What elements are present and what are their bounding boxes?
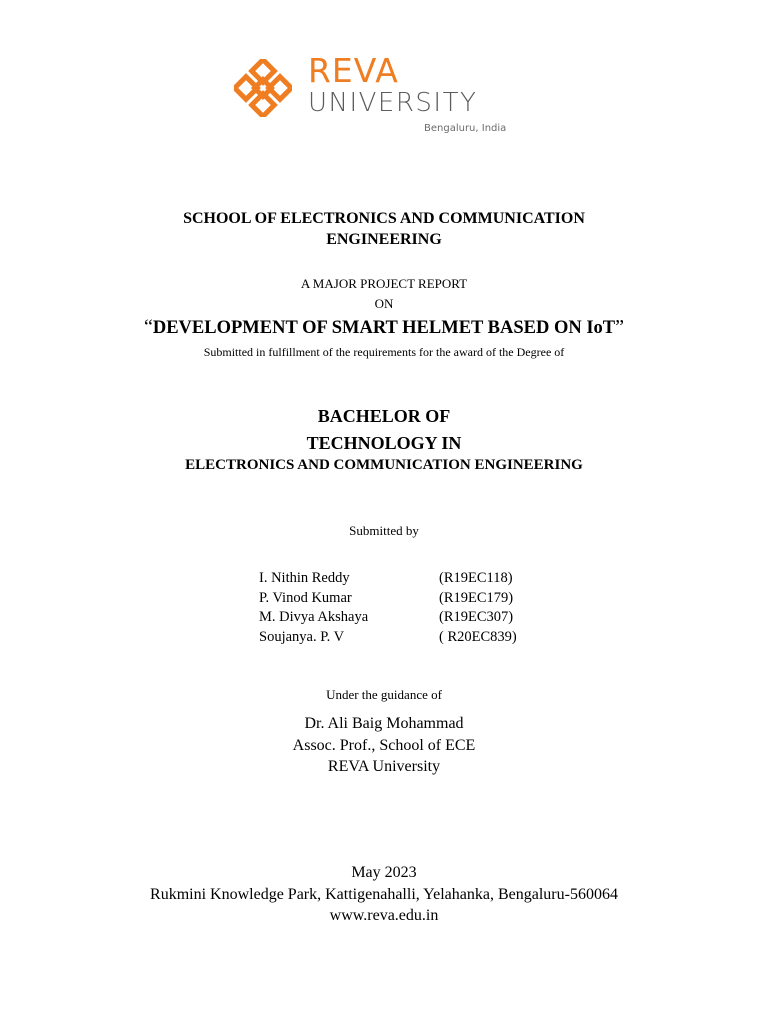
- degree-branch: ELECTRONICS AND COMMUNICATION ENGINEERING: [185, 457, 583, 473]
- university-address: Rukmini Knowledge Park, Kattigenahalli, Yelahanka, Bengaluru-560064: [150, 885, 618, 903]
- student-list: [259, 569, 539, 647]
- university-website: www.reva.edu.in: [329, 907, 439, 924]
- logo-location: Bengaluru, India: [424, 123, 507, 134]
- student-id: (R19EC179): [439, 589, 514, 606]
- student-name: Soujanya. P. V: [259, 628, 345, 645]
- guide-block: [0, 713, 768, 778]
- student-row: [259, 589, 539, 609]
- close-quote: ”: [615, 316, 625, 338]
- report-type: A MAJOR PROJECT REPORT: [300, 276, 468, 291]
- submission-note: Submitted in fulfillment of the requirements for the award of the Degree of: [203, 345, 565, 359]
- footer-block: [0, 862, 768, 927]
- guidance-label: Under the guidance of: [326, 687, 442, 702]
- submitted-by-label: Submitted by: [349, 523, 419, 538]
- student-row: [259, 628, 539, 648]
- report-on: ON: [374, 296, 394, 311]
- degree-line-2: TECHNOLOGY IN: [306, 433, 462, 453]
- school-line-2: ENGINEERING: [326, 231, 442, 248]
- student-id: (R19EC307): [439, 609, 514, 625]
- reva-knot-logo-icon: [234, 59, 292, 117]
- school-line-1: SCHOOL OF ELECTRONICS AND COMMUNICATION: [183, 210, 585, 227]
- degree-name: [0, 403, 768, 457]
- open-quote: “: [143, 316, 153, 338]
- student-name: I. Nithin Reddy: [259, 570, 350, 586]
- school-name: [0, 208, 768, 250]
- project-title-text: DEVELOPMENT OF SMART HELMET BASED ON IoT: [152, 318, 616, 338]
- university-logo: [234, 51, 524, 145]
- project-title: [0, 316, 768, 339]
- student-row: [259, 569, 539, 589]
- student-row: [259, 608, 539, 628]
- guide-institution: REVA University: [327, 758, 441, 775]
- logo-university-text: UNIVERSITY: [308, 88, 478, 118]
- guide-designation: Assoc. Prof., School of ECE: [292, 736, 476, 754]
- report-date: May 2023: [351, 864, 417, 881]
- student-name: P. Vinod Kumar: [259, 589, 352, 606]
- degree-line-1: BACHELOR OF: [317, 406, 451, 426]
- guide-name: Dr. Ali Baig Mohammad: [304, 715, 464, 732]
- student-id: (R19EC118): [439, 570, 513, 586]
- logo-reva-text: REVA: [308, 51, 399, 90]
- student-name: M. Divya Akshaya: [259, 609, 369, 625]
- student-id: ( R20EC839): [439, 628, 517, 645]
